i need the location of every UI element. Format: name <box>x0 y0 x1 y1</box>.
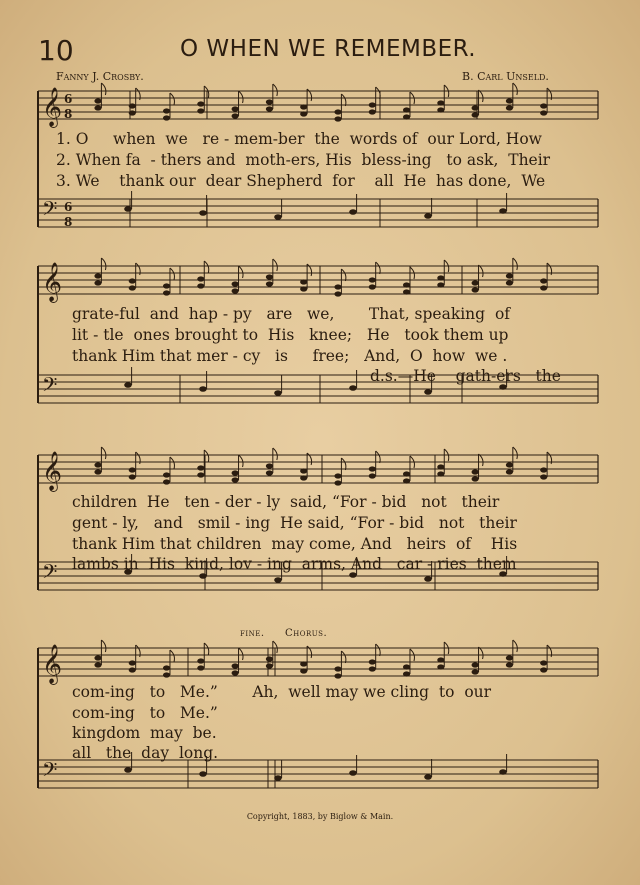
note-head <box>403 107 410 112</box>
note-head <box>300 475 307 480</box>
note-head <box>334 666 341 671</box>
note-head <box>334 291 341 296</box>
note-head <box>472 669 479 674</box>
note-head <box>199 771 207 777</box>
lyricist: Fanny J. Crosby. <box>56 70 144 83</box>
note-head <box>349 572 357 578</box>
note-head <box>369 466 376 471</box>
note-head <box>437 282 444 287</box>
note-head <box>506 280 513 285</box>
bass-clef-icon: 𝄢 <box>42 197 58 225</box>
note-head <box>540 103 547 108</box>
note-flag <box>341 94 346 106</box>
lyric-line: 3. We thank our dear Shepherd for all He has done, We <box>56 172 546 190</box>
note-head <box>232 106 239 111</box>
da-segno-lyric: d.s.—He gath-ers the <box>370 367 561 385</box>
time-signature: 6 <box>64 92 73 106</box>
note-flag <box>479 454 484 466</box>
note-flag <box>239 91 244 103</box>
note-head <box>369 666 376 671</box>
note-head <box>506 469 513 474</box>
copyright-notice: Copyright, 1883, by Biglow & Main. <box>246 812 394 821</box>
note-head <box>540 278 547 283</box>
note-head <box>266 99 273 104</box>
lyric-line: lambs in His kind, lov - ing arms, And car - ries them <box>72 555 517 573</box>
composer: B. Carl Unseld. <box>462 70 549 83</box>
note-head <box>334 116 341 121</box>
note-head <box>300 111 307 116</box>
note-head <box>349 385 357 391</box>
note-head <box>197 658 204 663</box>
note-head <box>94 462 101 467</box>
note-head <box>540 660 547 665</box>
note-head <box>163 665 170 670</box>
note-head <box>437 107 444 112</box>
treble-clef-icon: 𝄞 <box>42 262 63 302</box>
lyric-line: children He ten - der - ly said, “For - bid not their <box>72 493 500 511</box>
note-head <box>499 384 507 390</box>
note-head <box>506 462 513 467</box>
treble-clef-icon: 𝄞 <box>42 451 63 491</box>
lyric-line: thank Him that mer - cy is free; And, O how we . <box>72 347 508 365</box>
note-head <box>163 108 170 113</box>
note-head <box>369 284 376 289</box>
note-head <box>349 209 357 215</box>
note-head <box>197 665 204 670</box>
note-head <box>403 471 410 476</box>
note-head <box>129 285 136 290</box>
note-head <box>129 667 136 672</box>
note-flag <box>479 647 484 659</box>
note-head <box>300 104 307 109</box>
note-flag <box>513 83 518 95</box>
note-head <box>197 283 204 288</box>
note-flag <box>101 258 106 270</box>
note-flag <box>239 455 244 467</box>
note-head <box>506 273 513 278</box>
time-signature: 8 <box>64 215 73 229</box>
note-head <box>129 278 136 283</box>
note-flag <box>170 650 175 662</box>
note-head <box>129 474 136 479</box>
note-head <box>197 101 204 106</box>
page-number: 10 <box>38 34 74 67</box>
note-head <box>300 468 307 473</box>
time-signature: 8 <box>64 107 73 121</box>
note-head <box>94 655 101 660</box>
note-head <box>437 657 444 662</box>
note-head <box>424 213 432 219</box>
treble-clef-icon: 𝄞 <box>42 644 63 684</box>
note-head <box>369 277 376 282</box>
note-head <box>266 463 273 468</box>
note-flag <box>273 448 278 460</box>
note-head <box>437 275 444 280</box>
note-head <box>540 474 547 479</box>
bass-clef-icon: 𝄢 <box>42 373 58 401</box>
note-head <box>437 471 444 476</box>
note-flag <box>101 447 106 459</box>
note-head <box>197 276 204 281</box>
note-head <box>94 469 101 474</box>
note-head <box>540 285 547 290</box>
note-head <box>232 670 239 675</box>
fine-mark: fine. <box>240 628 265 639</box>
note-head <box>197 465 204 470</box>
note-head <box>334 473 341 478</box>
lyric-line: thank Him that children may come, And heirs of His <box>72 535 518 553</box>
note-head <box>94 98 101 103</box>
treble-clef-icon: 𝄞 <box>42 87 63 127</box>
note-head <box>403 671 410 676</box>
note-head <box>499 208 507 214</box>
note-flag <box>239 266 244 278</box>
note-flag <box>101 83 106 95</box>
note-head <box>129 660 136 665</box>
note-head <box>300 668 307 673</box>
note-flag <box>204 643 209 655</box>
note-flag <box>204 261 209 273</box>
note-flag <box>170 457 175 469</box>
note-head <box>472 105 479 110</box>
note-flag <box>513 447 518 459</box>
note-flag <box>479 265 484 277</box>
note-head <box>124 206 132 212</box>
time-signature: 6 <box>64 200 73 214</box>
note-head <box>499 769 507 775</box>
note-head <box>506 98 513 103</box>
hymn-title: O WHEN WE REMEMBER. <box>180 36 477 62</box>
note-flag <box>341 458 346 470</box>
note-head <box>424 576 432 582</box>
note-head <box>506 105 513 110</box>
lyric-line: com-ing to Me.” <box>72 704 218 722</box>
bass-clef-icon: 𝄢 <box>42 560 58 588</box>
note-head <box>163 283 170 288</box>
note-head <box>124 382 132 388</box>
note-head <box>369 473 376 478</box>
note-head <box>437 664 444 669</box>
note-head <box>424 389 432 395</box>
note-head <box>94 273 101 278</box>
note-head <box>369 659 376 664</box>
note-head <box>199 210 207 216</box>
note-head <box>163 290 170 295</box>
note-head <box>349 770 357 776</box>
note-head <box>232 477 239 482</box>
note-head <box>232 663 239 668</box>
note-head <box>424 774 432 780</box>
note-head <box>266 656 273 661</box>
note-head <box>232 470 239 475</box>
note-head <box>334 109 341 114</box>
lyric-line: 2. When fa - thers and moth-ers, His bless-ing to ask, Their <box>56 151 551 169</box>
note-head <box>403 664 410 669</box>
note-flag <box>513 640 518 652</box>
note-head <box>334 673 341 678</box>
note-flag <box>479 90 484 102</box>
lyric-line: lit - tle ones brought to His knee; He took them up <box>72 326 509 344</box>
lyric-line: kingdom may be. <box>72 724 217 742</box>
note-head <box>163 672 170 677</box>
note-flag <box>170 268 175 280</box>
lyric-line: 1. O when we re - mem-ber the words of our Lord, How <box>56 130 542 148</box>
note-head <box>274 390 282 396</box>
note-head <box>197 472 204 477</box>
note-head <box>472 469 479 474</box>
note-head <box>540 667 547 672</box>
note-head <box>274 577 282 583</box>
note-head <box>232 113 239 118</box>
note-head <box>199 573 207 579</box>
note-head <box>472 112 479 117</box>
note-flag <box>273 84 278 96</box>
bass-clef-icon: 𝄢 <box>42 758 58 786</box>
note-head <box>94 662 101 667</box>
note-head <box>266 470 273 475</box>
note-head <box>403 289 410 294</box>
note-head <box>129 467 136 472</box>
lyric-line: grate-ful and hap - py are we, That, speaking of <box>72 305 511 323</box>
note-head <box>403 282 410 287</box>
note-head <box>266 274 273 279</box>
note-head <box>472 662 479 667</box>
note-head <box>129 103 136 108</box>
note-head <box>369 109 376 114</box>
note-head <box>540 467 547 472</box>
note-flag <box>341 651 346 663</box>
note-head <box>334 284 341 289</box>
note-flag <box>341 269 346 281</box>
note-head <box>94 280 101 285</box>
lyric-line: gent - ly, and smil - ing He said, “For - bid not their <box>72 514 517 532</box>
note-head <box>124 767 132 773</box>
note-head <box>163 479 170 484</box>
note-head <box>232 288 239 293</box>
note-head <box>300 661 307 666</box>
note-head <box>540 110 547 115</box>
note-head <box>94 105 101 110</box>
note-head <box>199 386 207 392</box>
note-head <box>472 476 479 481</box>
note-head <box>274 775 282 781</box>
note-head <box>197 108 204 113</box>
note-head <box>266 281 273 286</box>
note-flag <box>273 259 278 271</box>
lyric-line: all the day long. <box>72 744 219 762</box>
note-head <box>369 102 376 107</box>
note-head <box>472 280 479 285</box>
note-head <box>129 110 136 115</box>
lyric-line: com-ing to Me.” Ah, well may we cling to our <box>72 683 492 701</box>
note-flag <box>376 262 381 274</box>
note-head <box>506 655 513 660</box>
note-flag <box>101 640 106 652</box>
note-head <box>163 115 170 120</box>
note-head <box>437 100 444 105</box>
note-flag <box>170 93 175 105</box>
note-head <box>300 286 307 291</box>
note-head <box>266 663 273 668</box>
note-head <box>403 478 410 483</box>
note-head <box>437 464 444 469</box>
note-head <box>506 662 513 667</box>
note-head <box>232 281 239 286</box>
note-flag <box>376 451 381 463</box>
note-flag <box>239 648 244 660</box>
note-head <box>274 214 282 220</box>
note-flag <box>513 258 518 270</box>
note-head <box>266 106 273 111</box>
note-head <box>300 279 307 284</box>
note-flag <box>376 644 381 656</box>
note-head <box>472 287 479 292</box>
note-head <box>403 114 410 119</box>
note-head <box>163 472 170 477</box>
note-head <box>334 480 341 485</box>
chorus-mark: Chorus. <box>285 628 328 639</box>
